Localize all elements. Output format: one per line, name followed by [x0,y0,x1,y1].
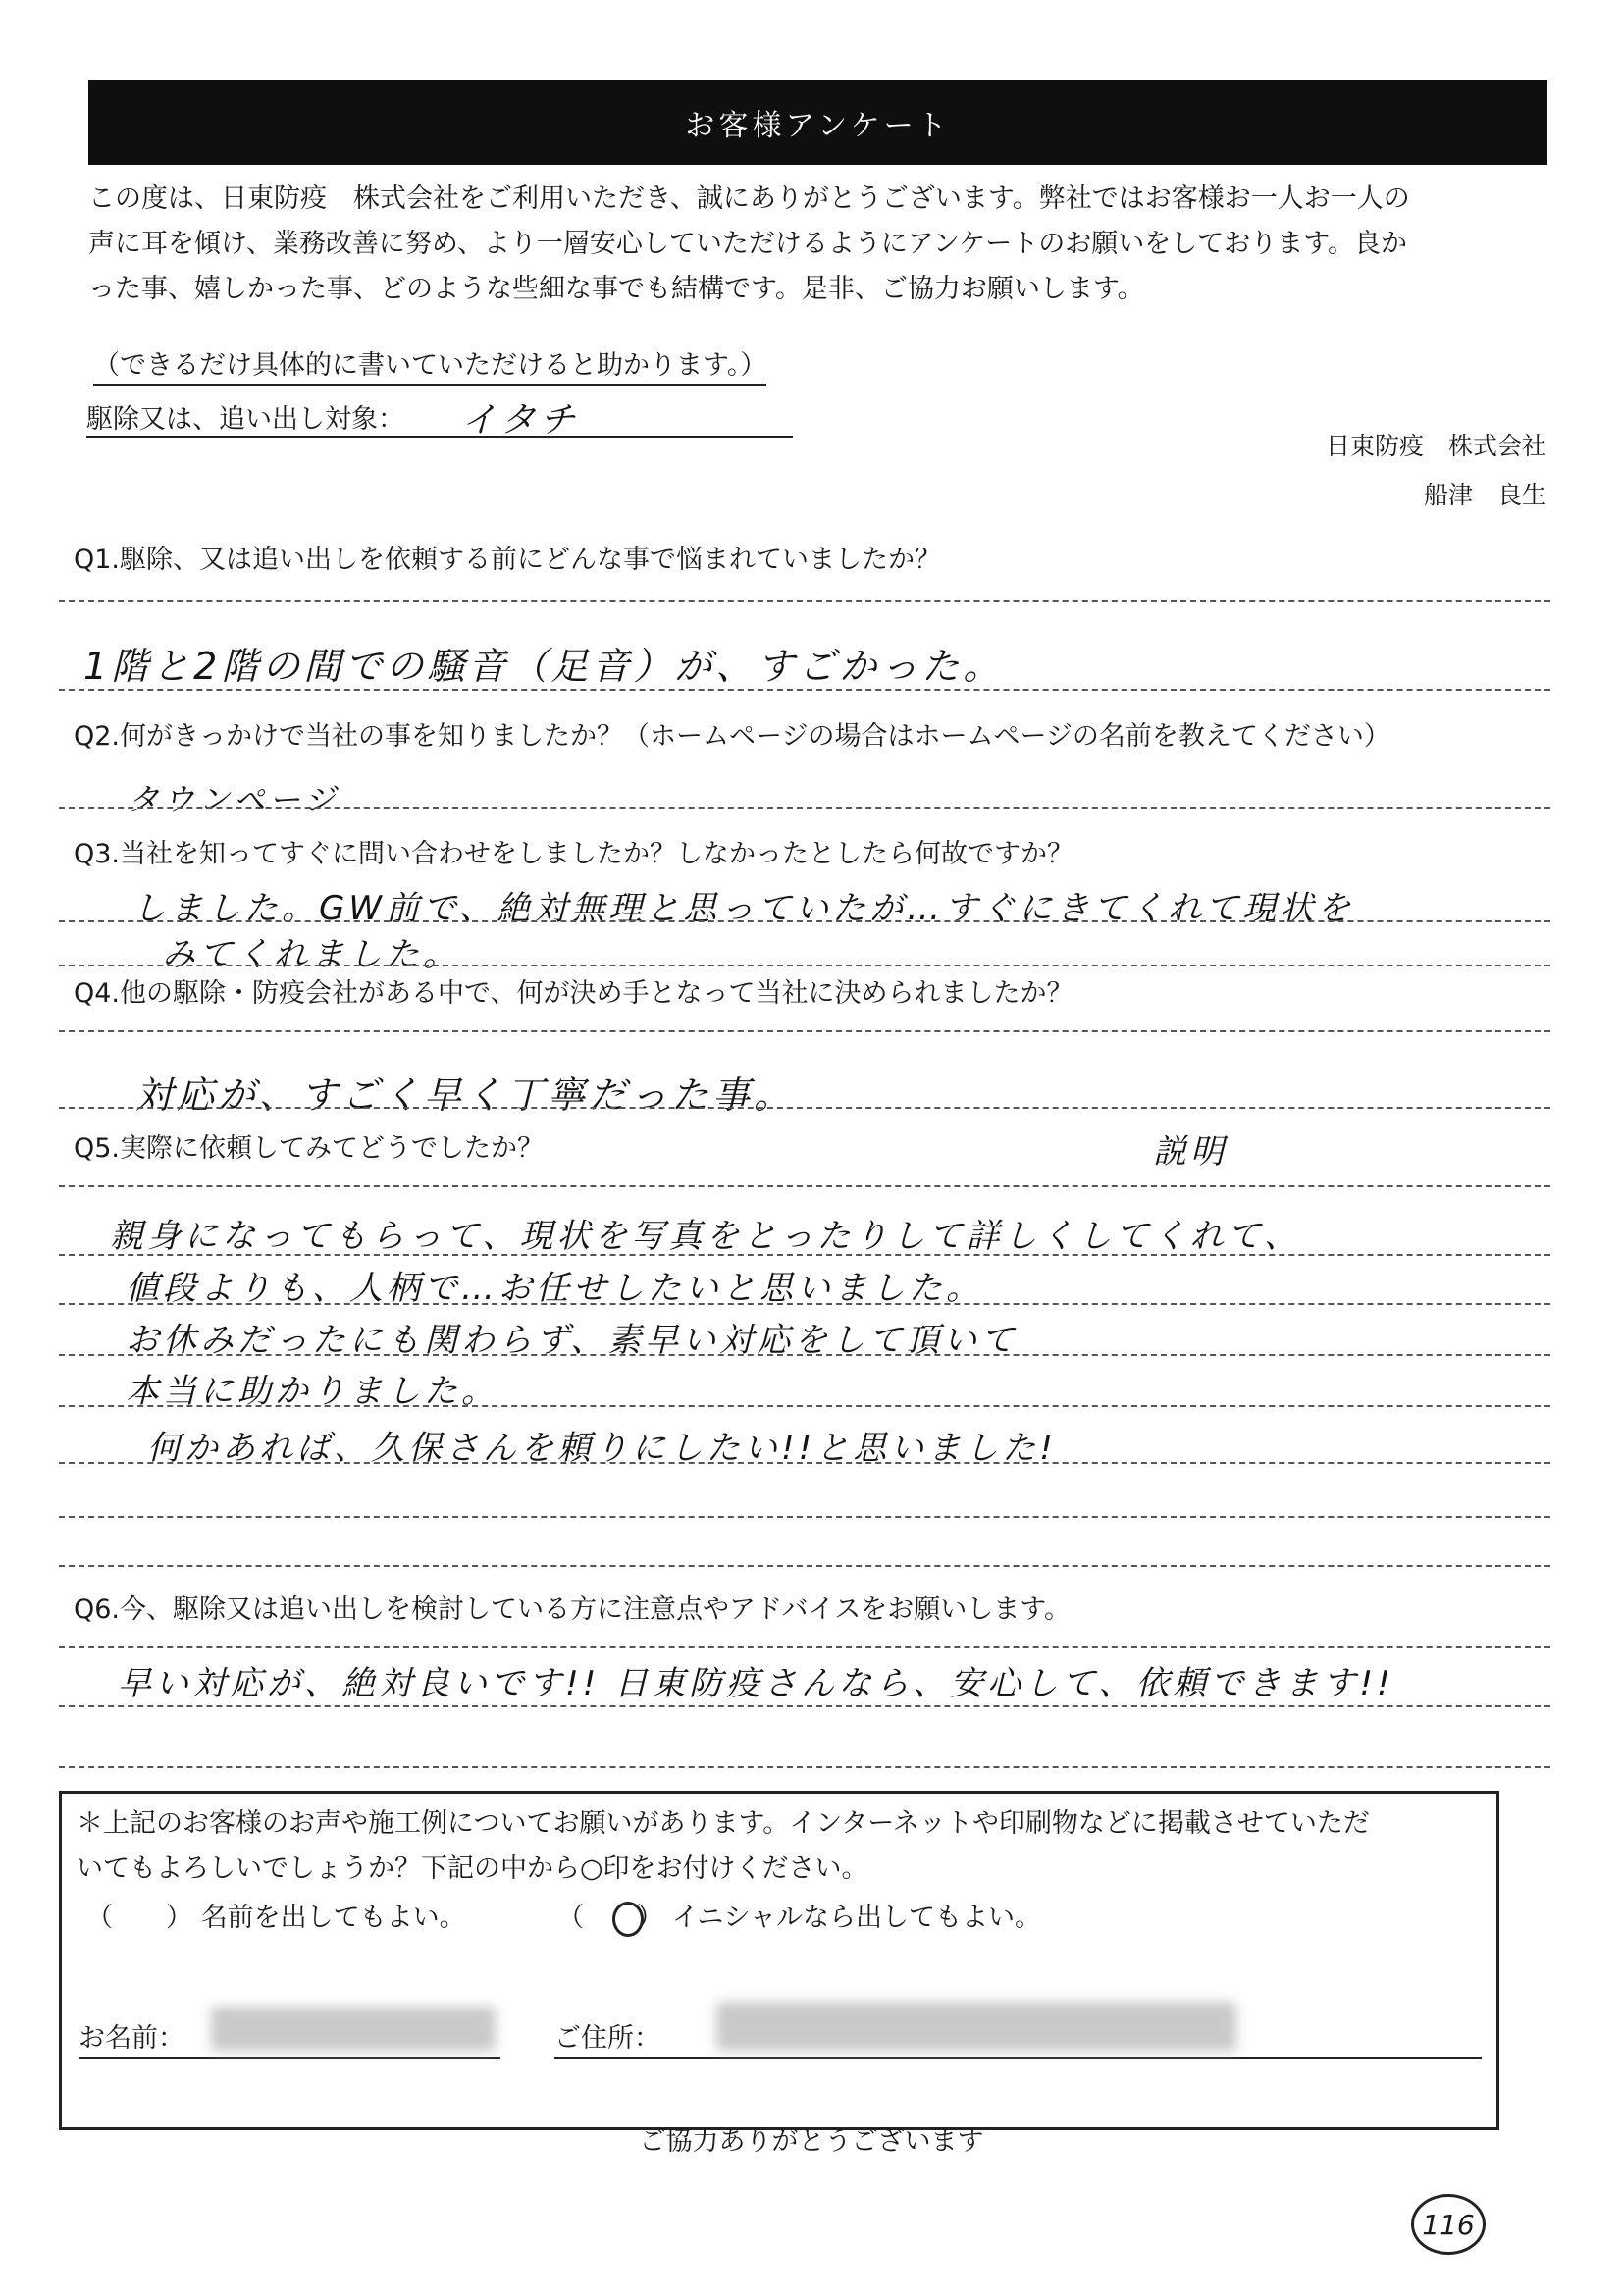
answer-3-line-1: しました。GW前で、絶対無理と思っていたが…すぐにきてくれて現状を [132,889,1355,928]
intro-line-1: この度は、日東防疫 株式会社をご利用いただき、誠にありがとうございます。弊社ではお客様お一人お一人の [88,183,1410,214]
name-underline [79,2057,500,2059]
answer-line [59,1107,1550,1109]
answer-line [59,1646,1550,1648]
answer-5-line-4: 本当に助かりました。 [126,1372,498,1411]
question-4: Q4.他の駆除・防疫会社がある中で、何が決め手となって当社に決められましたか？ [74,978,1073,1009]
option-initial-label: イニシャルなら出してもよい。 [671,1903,1041,1933]
selected-circle-mark [612,1902,644,1937]
answer-5-note: 説明 [1153,1132,1228,1172]
footer-thanks: ご協力ありがとうございます [639,2126,984,2157]
name-label: お名前： [79,2023,184,2054]
intro-line-3: った事、嬉しかった事、どのような些細な事でも結構です。是非、ご協力お願いします。 [88,274,1144,304]
answer-line [59,1462,1550,1464]
address-underline [554,2057,1482,2059]
answer-line [59,807,1550,809]
company-name: 日東防疫 株式会社 [1325,432,1546,460]
answer-3-line-2: みてくれました。 [162,935,460,974]
answer-line [59,1303,1550,1305]
question-5: Q5.実際に依頼してみてどうでしたか？ [74,1133,545,1164]
name-redacted [211,2007,496,2051]
answer-1: 1階と2階の間での騒音（足音）が、すごかった。 [83,645,1005,688]
answer-line [59,920,1550,922]
consent-line-2: いてもよろしいでしょうか？下記の中から○印をお付けください。 [77,1853,868,1884]
question-3: Q3.当社を知ってすぐに問い合わせをしましたか？しなかったとしたら何故ですか？ [74,839,1074,869]
answer-line [59,1030,1550,1032]
company-person: 船津 良生 [1423,481,1546,509]
answer-5-line-2: 値段よりも、人柄で…お任せしたいと思いました。 [126,1269,983,1308]
question-1: Q1.駆除、又は追い出しを依頼する前にどんな事で悩まれていましたか？ [74,545,942,575]
answer-line [59,1565,1550,1567]
answer-line [59,600,1550,602]
intro-hint: （できるだけ具体的に書いていただけると助かります。） [93,348,766,386]
intro-paragraph [88,177,1550,312]
page-number: 116 [1411,2194,1486,2255]
answer-line [59,1705,1550,1707]
answer-4: 対応が、すごく早く丁寧だった事。 [135,1073,796,1117]
address-label: ご住所： [554,2023,660,2054]
company-block [1326,422,1546,520]
option-name-label: 名前を出してもよい。 [200,1903,466,1933]
question-6: Q6.今、駆除又は追い出しを検討している方に注意点やアドバイスをお願いします。 [74,1594,1072,1625]
survey-title-bar [88,80,1547,165]
question-2: Q2.何がきっかけで当社の事を知りましたか？（ホームページの場合はホームページの名前を教えてください） [74,721,1390,752]
answer-5-line-3: お休みだったにも関わらず、素早い対応をして頂いて [126,1321,1019,1360]
answer-line [59,1766,1550,1768]
answer-line [59,1185,1550,1187]
target-underline [86,436,793,438]
option-name-paren: （ ） [86,1903,192,1933]
answer-6: 早い対応が、絶対良いです!! 日東防疫さんなら、安心して、依頼できます!! [118,1664,1394,1703]
target-label: 駆除又は、追い出し対象： [86,404,404,435]
survey-title: お客様アンケート [685,109,951,143]
answer-2: タウンページ [128,781,340,818]
answer-5-line-1: 親身になってもらって、現状を写真をとったりして詳しくしてくれて、 [110,1217,1301,1256]
target-answer: イタチ [461,400,580,441]
answer-line [59,1254,1550,1256]
intro-line-2: 声に耳を傾け、業務改善に努め、より一層安心していただけるようにアンケートのお願いをしております。良か [88,229,1408,259]
consent-line-1: ＊上記のお客様のお声や施工例についてお願いがあります。インターネットや印刷物などに掲載させていただ [77,1808,1370,1839]
answer-line [59,689,1550,691]
answer-line [59,1516,1550,1518]
answer-line [59,965,1550,966]
address-redacted [716,2002,1236,2051]
answer-line [59,1354,1550,1356]
answer-line [59,1405,1550,1407]
answer-5-line-5: 何かあれば、久保さんを頼りにしたい!!と思いました! [147,1429,1057,1468]
option-initial-paren: （ ） [557,1903,663,1933]
option-name-checkbox[interactable] [86,1896,466,1941]
